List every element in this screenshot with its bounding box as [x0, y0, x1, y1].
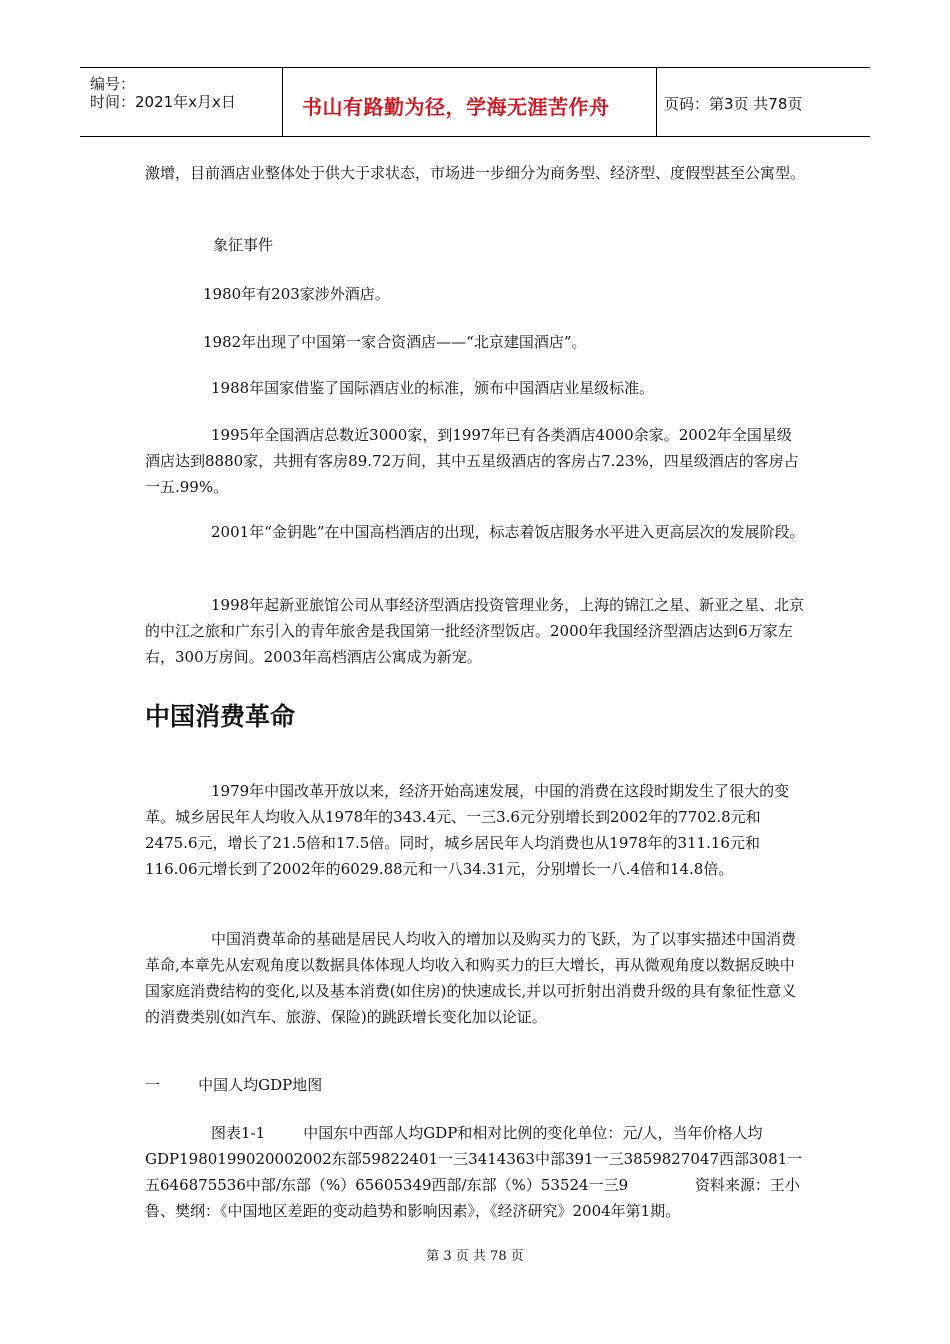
header-right-cell — [656, 68, 870, 136]
subsection-heading: 一 中国人均GDP地图 — [145, 1076, 323, 1094]
paragraph: 1980年有203家涉外酒店。 — [203, 285, 390, 303]
paragraph: 激增，目前酒店业整体处于供大于求状态，市场进一步细分为商务型、经济型、度假型甚至公寓型。 — [145, 164, 806, 182]
paragraph: 2001年“金钥匙”在中国高档酒店的出现，标志着饭店服务水平进入更高层次的发展阶段。 — [211, 523, 805, 541]
paragraph: 1995年全国酒店总数近3000家，到1997年已有各类酒店4000余家。2002年全国星级酒店达到8880家，共拥有客房89.72万间，其中五星级酒店的客房占7.23%，四星级酒店的客房占一五.99%。 — [145, 426, 799, 496]
paragraph: 1979年中国改革开放以来，经济开始高速发展，中国的消费在这段时期发生了很大的变革。城乡居民年人均收入从1978年的343.4元、一三3.6元分别增长到2002年的7702.8元和2475.6元，增长了21.5倍和17.5倍。同时，城乡居民年人均消费也从1978年的311.16元和116.06元增长到了2002年的6029.88元和一八34.31元，分别增长一八.4倍和14.8倍。 — [145, 782, 790, 878]
subheading-symbol-events: 象征事件 — [213, 236, 274, 254]
page-header — [80, 67, 870, 137]
page-info: 页码：第3页 共78页 — [664, 95, 803, 113]
header-left-cell — [80, 68, 283, 136]
section-title: 中国消费革命 — [145, 702, 296, 731]
paragraph: 1988年国家借鉴了国际酒店业的标准，颁布中国酒店业星级标准。 — [211, 379, 655, 397]
chart-caption-paragraph: 图表1-1 中国东中西部人均GDP和相对比例的变化单位：元/人，当年价格人均GDP1980199020002002东部59822401一三3414363中部391一三3859827047西部3081一五646875536中部/东部（%）65605349西部/东部（%）53524一三9 资料来源：王小鲁、樊纲：《中国地区差距的变动趋势和影响因素》，《经济研究》2004年第1期。 — [145, 1124, 803, 1220]
number-label: 编号： — [90, 75, 136, 93]
paragraph: 中国消费革命的基础是居民人均收入的增加以及购买力的飞跃，为了以事实描述中国消费革命,本章先从宏观角度以数据具体体现人均收入和购买力的巨大增长，再从微观角度以数据反映中国家庭消费结构的变化,以及基本消费(如住房)的快速成长,并以可折射出消费升级的具有象征性意义的消费类别(如汽车、旅游、保险)的跳跃增长变化加以论证。 — [145, 930, 797, 1026]
paragraph: 1998年起新亚旅馆公司从事经济型酒店投资管理业务，上海的锦江之星、新亚之星、北京的中江之旅和广东引入的青年旅舍是我国第一批经济型饭店。2000年我国经济型酒店达到6万家左右，300万房间。2003年高档酒店公寓成为新宠。 — [145, 596, 805, 666]
paragraph: 1982年出现了中国第一家合资酒店——“北京建国酒店”。 — [203, 333, 587, 351]
motto: 书山有路勤为径，学海无涯苦作舟 — [302, 95, 610, 119]
page-footer: 第 3 页 共 78 页 — [426, 1249, 524, 1264]
date-label: 时间：2021年x月x日 — [90, 93, 236, 111]
header-center-cell — [282, 68, 657, 136]
